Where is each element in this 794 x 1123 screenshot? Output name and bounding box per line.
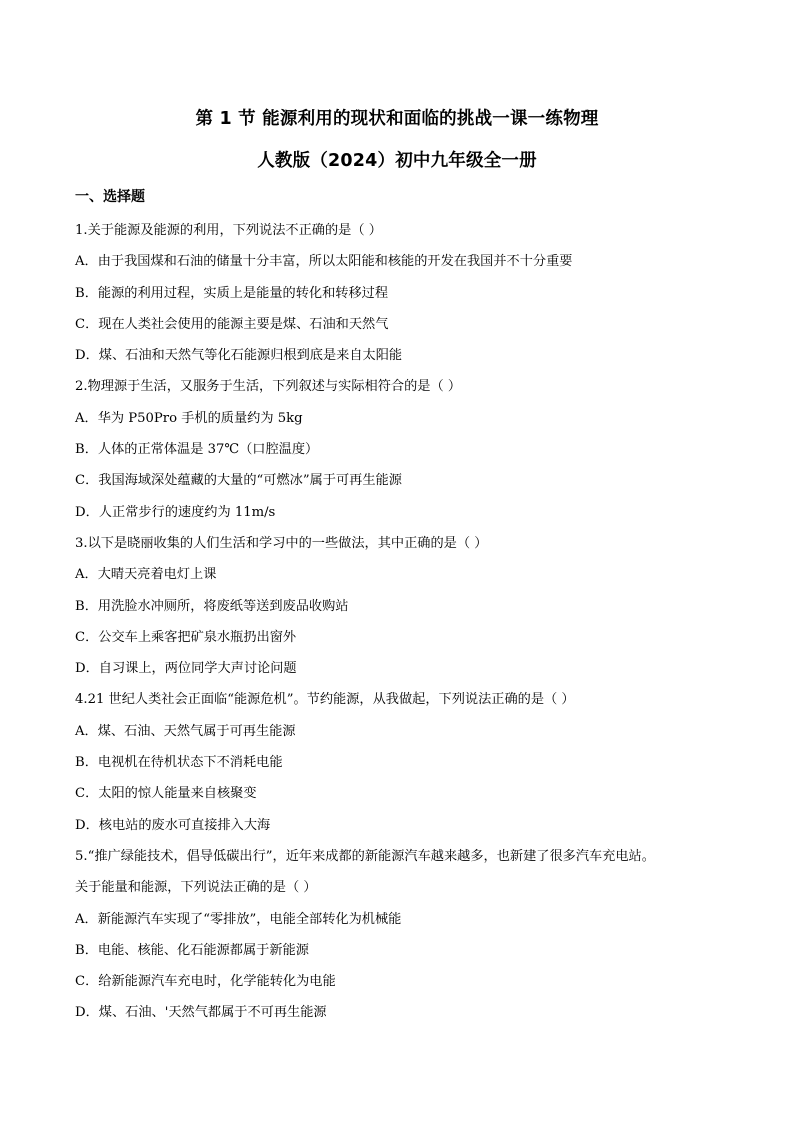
question-1-option-c: C．现在人类社会使用的能源主要是煤、石油和天然气: [75, 316, 389, 332]
question-4-stem: 4.21 世纪人类社会正面临“能源危机”。节约能源，从我做起，下列说法正确的是（ ）: [75, 692, 575, 708]
question-4-option-a: A．煤、石油、天然气属于可再生能源: [75, 723, 296, 739]
question-5-option-d: D．煤、石油、'天然气都属于不可再生能源: [75, 1005, 327, 1021]
question-4-option-c: C．太阳的惊人能量来自核聚变: [75, 786, 257, 802]
question-5-option-b: B．电能、核能、化石能源都属于新能源: [75, 942, 309, 958]
question-list: [75, 215, 755, 1029]
question-1-stem: 1.关于能源及能源的利用，下列说法不正确的是（ ）: [75, 223, 382, 238]
question-1-option-a: A．由于我国煤和石油的储量十分丰富，所以太阳能和核能的开发在我国并不十分重要: [75, 254, 573, 270]
question-3-option-b: B．用洗脸水冲厕所，将废纸等送到废品收购站: [75, 598, 349, 614]
question-2-option-d: D．人正常步行的速度约为 11m/s: [75, 504, 276, 520]
question-5-option-a: A．新能源汽车实现了“零排放”，电能全部转化为机械能: [75, 911, 402, 927]
question-1-option-b: B．能源的利用过程，实质上是能量的转化和转移过程: [75, 285, 389, 301]
section-heading: 一、选择题: [75, 189, 145, 205]
question-2-option-b: B．人体的正常体温是 37℃（口腔温度）: [75, 442, 319, 458]
question-5-stem-line-2: 关于能量和能源，下列说法正确的是（ ）: [75, 880, 317, 896]
question-3-option-a: A．大晴天亮着电灯上课: [75, 567, 217, 583]
question-5-stem-line-1: 5.“推广绿能技术，倡导低碳出行”，近年来成都的新能源汽车越来越多，也新建了很多汽车充电站。: [75, 848, 655, 864]
question-2-option-a: A．华为 P50Pro 手机的质量约为 5kg: [75, 410, 303, 426]
question-2-stem: 2.物理源于生活，又服务于生活，下列叙述与实际相符合的是（ ）: [75, 379, 462, 395]
question-1-option-d: D．煤、石油和天然气等化石能源归根到底是来自太阳能: [75, 348, 403, 364]
document-title-line-2: 人教版（2024）初中九年级全一册: [257, 151, 537, 171]
question-3-option-c: C．公交车上乘客把矿泉水瓶扔出窗外: [75, 629, 297, 645]
question-2-option-c: C．我国海域深处蕴藏的大量的“可燃冰”属于可再生能源: [75, 473, 402, 489]
question-4-option-b: B．电视机在待机状态下不消耗电能: [75, 755, 283, 771]
question-3-stem: 3.以下是晓丽收集的人们生活和学习中的一些做法，其中正确的是（ ）: [75, 535, 488, 551]
question-3-option-d: D．自习课上，两位同学大声讨论问题: [75, 661, 297, 677]
document-title-line-1: 第 1 节 能源利用的现状和面临的挑战一课一练物理: [195, 109, 599, 129]
question-4-option-d: D．核电站的废水可直接排入大海: [75, 817, 271, 833]
question-5-option-c: C．给新能源汽车充电时，化学能转化为电能: [75, 974, 336, 990]
